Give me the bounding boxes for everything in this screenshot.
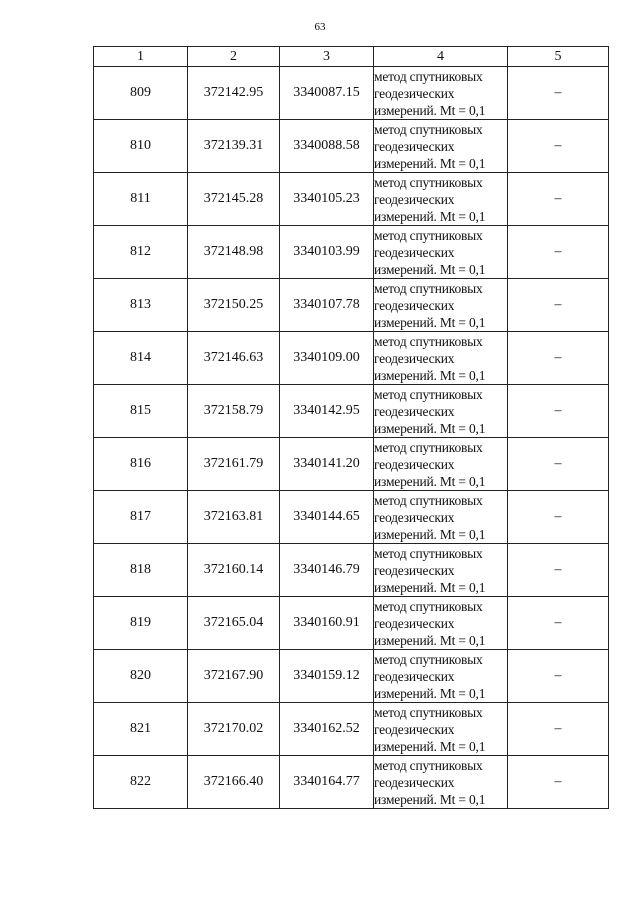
method-cell (374, 544, 508, 597)
y-coordinate-cell: 3340160.91 (280, 597, 374, 650)
y-coordinate-cell: 3340107.78 (280, 279, 374, 332)
y-coordinate-cell: 3340164.77 (280, 756, 374, 809)
method-line: измерений. Mt = 0,1 (374, 155, 486, 171)
method-line: измерений. Mt = 0,1 (374, 579, 486, 595)
method-line: измерений. Mt = 0,1 (374, 526, 486, 542)
x-coordinate-cell: 372161.79 (188, 438, 280, 491)
x-coordinate-cell: 372148.98 (188, 226, 280, 279)
method-line: метод спутниковых (374, 439, 483, 455)
point-number-cell: 820 (94, 650, 188, 703)
method-cell (374, 491, 508, 544)
column-header-2: 2 (188, 47, 280, 67)
method-line: метод спутниковых (374, 545, 483, 561)
method-line: метод спутниковых (374, 651, 483, 667)
y-coordinate-cell: 3340103.99 (280, 226, 374, 279)
method-cell (374, 120, 508, 173)
point-number-cell: 810 (94, 120, 188, 173)
note-cell: – (508, 703, 609, 756)
note-cell: – (508, 173, 609, 226)
note-cell: – (508, 544, 609, 597)
page-number: 63 (314, 21, 326, 33)
method-line: метод спутниковых (374, 757, 483, 773)
method-line: измерений. Mt = 0,1 (374, 261, 486, 277)
note-cell: – (508, 67, 609, 120)
method-cell (374, 438, 508, 491)
table-row (94, 438, 609, 491)
method-cell (374, 173, 508, 226)
y-coordinate-cell: 3340087.15 (280, 67, 374, 120)
table-row (94, 173, 609, 226)
table-row (94, 491, 609, 544)
method-line: метод спутниковых (374, 704, 483, 720)
point-number-cell: 818 (94, 544, 188, 597)
note-cell: – (508, 438, 609, 491)
table-row (94, 67, 609, 120)
method-cell (374, 756, 508, 809)
method-line: измерений. Mt = 0,1 (374, 367, 486, 383)
table-row (94, 120, 609, 173)
method-line: измерений. Mt = 0,1 (374, 102, 486, 118)
y-coordinate-cell: 3340144.65 (280, 491, 374, 544)
point-number-cell: 814 (94, 332, 188, 385)
method-cell (374, 385, 508, 438)
note-cell: – (508, 385, 609, 438)
point-number-cell: 819 (94, 597, 188, 650)
y-coordinate-cell: 3340159.12 (280, 650, 374, 703)
table-row (94, 756, 609, 809)
method-line: геодезических (374, 562, 455, 578)
method-line: геодезических (374, 244, 455, 260)
x-coordinate-cell: 372142.95 (188, 67, 280, 120)
point-number-cell: 816 (94, 438, 188, 491)
method-line: геодезических (374, 350, 455, 366)
method-line: геодезических (374, 721, 455, 737)
method-line: геодезических (374, 403, 455, 419)
method-line: метод спутниковых (374, 386, 483, 402)
note-cell: – (508, 650, 609, 703)
y-coordinate-cell: 3340105.23 (280, 173, 374, 226)
x-coordinate-cell: 372160.14 (188, 544, 280, 597)
column-header-5: 5 (508, 47, 609, 67)
y-coordinate-cell: 3340146.79 (280, 544, 374, 597)
y-coordinate-cell: 3340142.95 (280, 385, 374, 438)
x-coordinate-cell: 372150.25 (188, 279, 280, 332)
table-row (94, 226, 609, 279)
note-cell: – (508, 332, 609, 385)
table-row (94, 279, 609, 332)
method-line: геодезических (374, 456, 455, 472)
column-header-1: 1 (94, 47, 188, 67)
header-row (94, 47, 609, 67)
method-cell (374, 703, 508, 756)
table-row (94, 385, 609, 438)
table-row (94, 544, 609, 597)
method-line: метод спутниковых (374, 121, 483, 137)
method-line: метод спутниковых (374, 68, 483, 84)
method-line: измерений. Mt = 0,1 (374, 473, 486, 489)
method-line: геодезических (374, 85, 455, 101)
x-coordinate-cell: 372139.31 (188, 120, 280, 173)
table-row (94, 703, 609, 756)
method-line: метод спутниковых (374, 280, 483, 296)
table-row (94, 597, 609, 650)
method-line: измерений. Mt = 0,1 (374, 632, 486, 648)
method-line: измерений. Mt = 0,1 (374, 208, 486, 224)
point-number-cell: 817 (94, 491, 188, 544)
method-cell (374, 279, 508, 332)
method-line: геодезических (374, 774, 455, 790)
method-line: геодезических (374, 138, 455, 154)
method-line: геодезических (374, 615, 455, 631)
method-line: метод спутниковых (374, 174, 483, 190)
y-coordinate-cell: 3340109.00 (280, 332, 374, 385)
method-line: измерений. Mt = 0,1 (374, 420, 486, 436)
method-line: метод спутниковых (374, 333, 483, 349)
x-coordinate-cell: 372146.63 (188, 332, 280, 385)
x-coordinate-cell: 372165.04 (188, 597, 280, 650)
note-cell: – (508, 756, 609, 809)
note-cell: – (508, 120, 609, 173)
note-cell: – (508, 226, 609, 279)
method-cell (374, 332, 508, 385)
method-line: геодезических (374, 297, 455, 313)
point-number-cell: 821 (94, 703, 188, 756)
table-row (94, 332, 609, 385)
table-row (94, 650, 609, 703)
method-cell (374, 67, 508, 120)
method-line: метод спутниковых (374, 227, 483, 243)
method-line: измерений. Mt = 0,1 (374, 791, 486, 807)
point-number-cell: 812 (94, 226, 188, 279)
method-cell (374, 650, 508, 703)
x-coordinate-cell: 372166.40 (188, 756, 280, 809)
method-line: геодезических (374, 509, 455, 525)
point-number-cell: 813 (94, 279, 188, 332)
x-coordinate-cell: 372158.79 (188, 385, 280, 438)
method-line: измерений. Mt = 0,1 (374, 685, 486, 701)
point-number-cell: 809 (94, 67, 188, 120)
point-number-cell: 811 (94, 173, 188, 226)
x-coordinate-cell: 372170.02 (188, 703, 280, 756)
coordinates-table (93, 46, 609, 809)
method-cell (374, 226, 508, 279)
y-coordinate-cell: 3340088.58 (280, 120, 374, 173)
note-cell: – (508, 279, 609, 332)
point-number-cell: 822 (94, 756, 188, 809)
method-cell (374, 597, 508, 650)
method-line: метод спутниковых (374, 598, 483, 614)
method-line: метод спутниковых (374, 492, 483, 508)
point-number-cell: 815 (94, 385, 188, 438)
note-cell: – (508, 597, 609, 650)
column-header-3: 3 (280, 47, 374, 67)
y-coordinate-cell: 3340141.20 (280, 438, 374, 491)
method-line: геодезических (374, 191, 455, 207)
x-coordinate-cell: 372163.81 (188, 491, 280, 544)
method-line: измерений. Mt = 0,1 (374, 314, 486, 330)
column-header-4: 4 (374, 47, 508, 67)
note-cell: – (508, 491, 609, 544)
y-coordinate-cell: 3340162.52 (280, 703, 374, 756)
method-line: измерений. Mt = 0,1 (374, 738, 486, 754)
method-line: геодезических (374, 668, 455, 684)
x-coordinate-cell: 372167.90 (188, 650, 280, 703)
x-coordinate-cell: 372145.28 (188, 173, 280, 226)
